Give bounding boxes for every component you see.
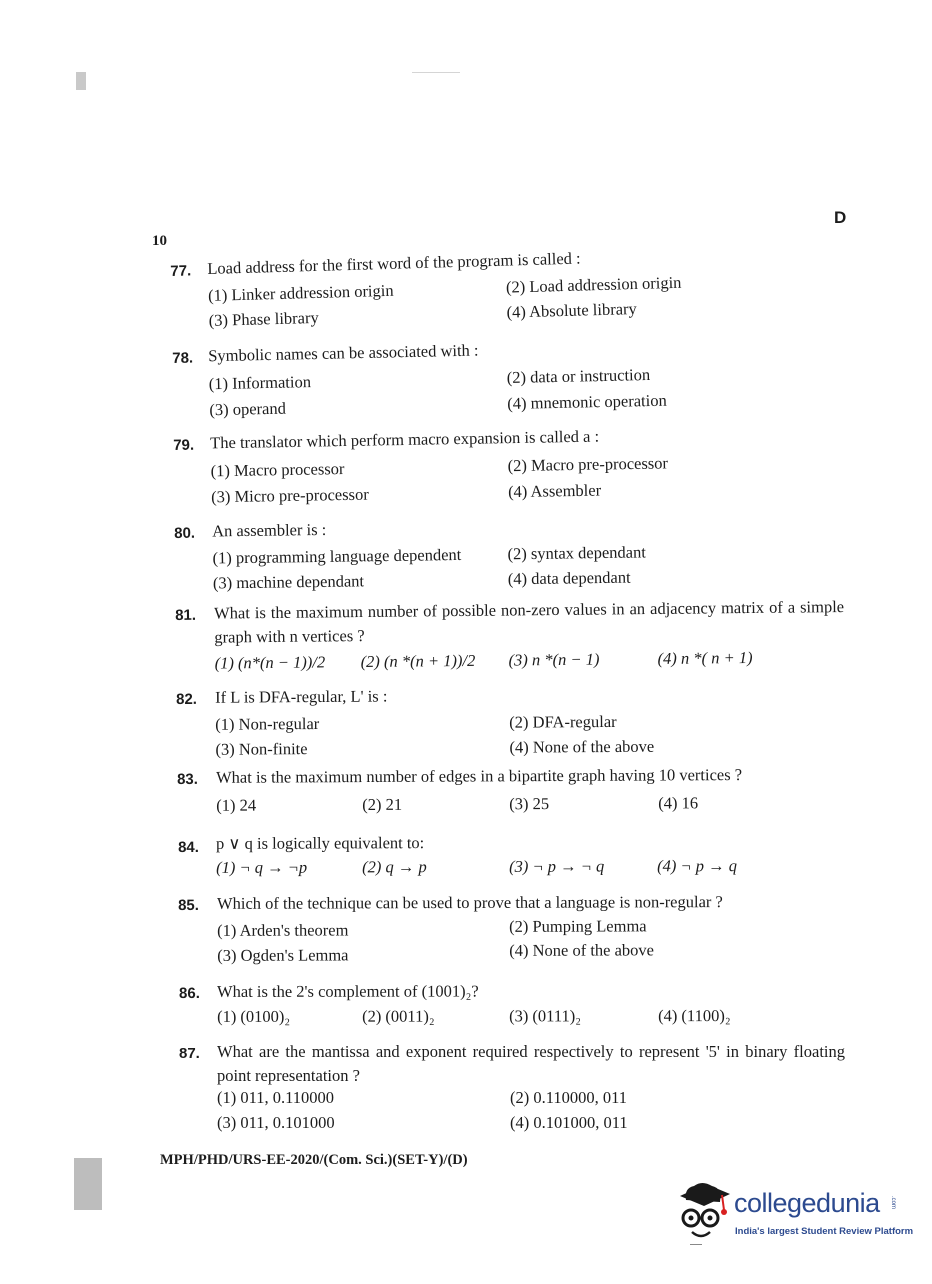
- question-text: What are the mantissa and exponent required respectively to represent '5' in binary floating point representation ?: [217, 1042, 845, 1085]
- question-86: [179, 979, 859, 1036]
- scan-mark-bottom: [74, 1158, 102, 1210]
- question-80: [174, 511, 855, 600]
- option-1: (1) ¬ q → ¬p: [216, 857, 308, 877]
- question-number: 77.: [170, 262, 192, 280]
- question-text: Load address for the first word of the program is called :: [207, 248, 581, 278]
- question-81: [175, 595, 848, 682]
- question-number: 83.: [177, 770, 198, 788]
- option-1: (1) 24: [216, 795, 257, 815]
- question-83: [177, 762, 857, 822]
- question-82: [176, 681, 857, 766]
- option-3: (3) n *(n − 1): [508, 649, 600, 670]
- option-4: (4) 16: [658, 793, 699, 813]
- question-85: [178, 890, 858, 972]
- option-4: (4) None of the above: [509, 940, 655, 960]
- option-4: (4) mnemonic operation: [507, 390, 667, 413]
- question-text: The translator which perform macro expansion is called a :: [210, 426, 600, 453]
- option-3: (3) 011, 0.101000: [217, 1113, 335, 1132]
- option-4: (4) ¬ p → q: [657, 856, 738, 876]
- option-2: (2) 21: [362, 794, 403, 815]
- option-1: (1) Linker addression origin: [207, 280, 394, 305]
- option-4: (4) None of the above: [509, 736, 655, 757]
- mascot-icon: [672, 1176, 732, 1246]
- collegedunia-logo[interactable]: [672, 1176, 914, 1246]
- option-3: (3) Micro pre-processor: [210, 484, 369, 507]
- question-text: What is the maximum number of possible non-zero values in an adjacency matrix of a simple graph with n vertices ?: [214, 596, 845, 647]
- question-text: What is the maximum number of edges in a bipartite graph having 10 vertices ?: [216, 765, 743, 787]
- question-79: [173, 420, 854, 512]
- paper-code-footer: MPH/PHD/URS-EE-2020/(Com. Sci.)(SET-Y)/(D): [160, 1152, 468, 1168]
- logo-domain-text: .com: [890, 1196, 896, 1210]
- question-number: 82.: [176, 690, 198, 708]
- option-4: (4) n *( n + 1): [657, 647, 753, 668]
- option-3: (3) 25: [509, 794, 550, 814]
- logo-brand-text: collegedunia: [734, 1188, 880, 1218]
- question-77: [170, 239, 852, 338]
- option-2: (2) syntax dependant: [507, 542, 646, 564]
- option-2: (2) Pumping Lemma: [509, 916, 647, 936]
- question-87: [179, 1040, 851, 1140]
- option-1: (1) programming language dependent: [212, 544, 462, 568]
- option-2: (2) (0011)₂: [362, 1006, 435, 1026]
- option-1: (1) (0100)₂: [217, 1006, 291, 1026]
- question-text: Symbolic names can be associated with :: [208, 340, 479, 366]
- question-84: [178, 830, 858, 888]
- question-number: 78.: [172, 349, 194, 367]
- option-1: (1) Information: [208, 372, 312, 394]
- option-3: (3) (0111)₂: [509, 1006, 581, 1026]
- question-text: Which of the technique can be used to prove that a language is non-regular ?: [217, 892, 723, 913]
- question-number: 85.: [178, 896, 199, 914]
- option-3: (3) Ogden's Lemma: [217, 945, 349, 965]
- question-number: 84.: [178, 838, 199, 856]
- option-4: (4) Assembler: [507, 480, 602, 502]
- question-text: An assembler is :: [212, 519, 327, 541]
- option-2: (2) 0.110000, 011: [510, 1088, 628, 1107]
- logo-tagline: India's largest Student Review Platform: [735, 1226, 914, 1237]
- option-1: (1) Macro processor: [210, 459, 345, 481]
- scan-mark-logo: [690, 1244, 702, 1245]
- option-1: (1) (n*(n − 1))/2: [214, 652, 326, 673]
- scan-mark-top: [76, 72, 86, 90]
- option-1: (1) Non-regular: [215, 714, 320, 734]
- question-text: What is the 2's complement of (1001)₂?: [217, 981, 479, 1001]
- scan-mark-line: [412, 72, 460, 73]
- question-number: 80.: [174, 524, 196, 542]
- question-number: 87.: [179, 1045, 200, 1062]
- option-4: (4) 0.101000, 011: [510, 1113, 628, 1132]
- option-1: (1) 011, 0.110000: [217, 1088, 335, 1107]
- option-3: (3) operand: [209, 398, 287, 420]
- option-2: (2) q → p: [362, 857, 427, 877]
- option-2: (2) Load addression origin: [505, 272, 682, 297]
- question-number: 79.: [173, 436, 195, 454]
- option-3: (3) ¬ p → ¬ q: [509, 856, 605, 876]
- option-3: (3) machine dependant: [212, 571, 365, 593]
- option-1: (1) Arden's theorem: [217, 920, 349, 940]
- set-code: D: [834, 208, 847, 227]
- question-number: 86.: [179, 984, 200, 1002]
- question-text: If L is DFA-regular, L' is :: [215, 686, 388, 707]
- question-number: 81.: [175, 606, 197, 624]
- option-4: (4) (1100)₂: [658, 1006, 731, 1026]
- option-2: (2) Macro pre-processor: [507, 453, 669, 476]
- option-2: (2) data or instruction: [506, 364, 651, 387]
- option-2: (2) DFA-regular: [509, 711, 617, 732]
- option-3: (3) Non-finite: [215, 739, 308, 759]
- option-4: (4) Absolute library: [506, 298, 637, 322]
- question-text: p ∨ q is logically equivalent to:: [216, 833, 425, 853]
- option-4: (4) data dependant: [507, 567, 631, 589]
- option-2: (2) (n *(n + 1))/2: [360, 650, 476, 672]
- option-3: (3) Phase library: [208, 307, 319, 330]
- question-78: [172, 331, 854, 425]
- page-number: 10: [152, 233, 167, 249]
